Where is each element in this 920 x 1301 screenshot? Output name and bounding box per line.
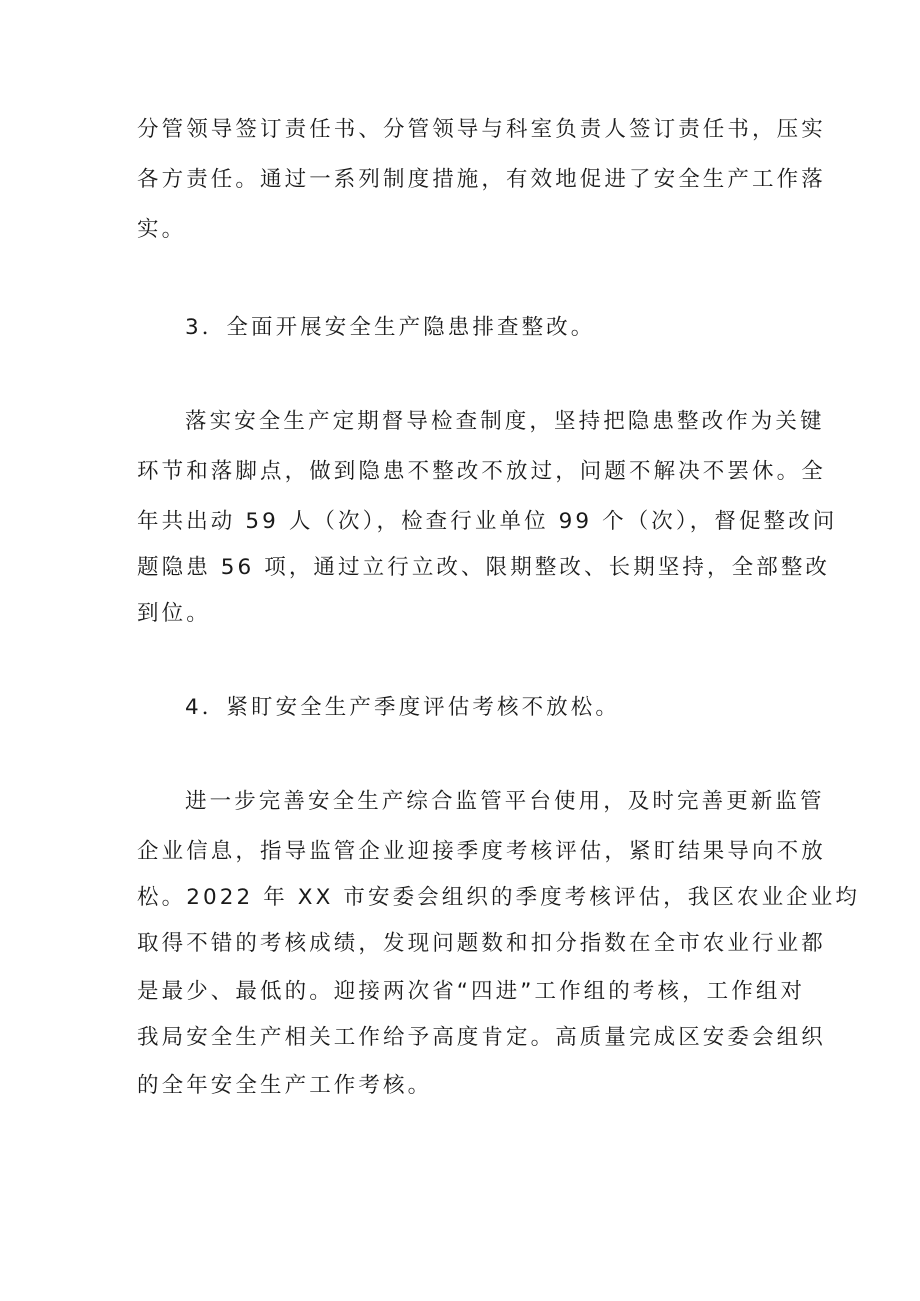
paragraph-4-line-3: 松。2022 年 XX 市安委会组织的季度考核评估，我区农业企业均 [137,885,860,910]
paragraph-4-line-2: 企业信息，指导监管企业迎接季度考核评估，紧盯结果导向不放 [137,839,826,864]
paragraph-3-line-1: 落实安全生产定期督导检查制度，坚持把隐患整改作为关键 [185,409,825,434]
section-heading-4: 4．紧盯安全生产季度评估考核不放松。 [185,695,620,720]
paragraph-4-line-7: 的全年安全生产工作考核。 [137,1073,433,1098]
paragraph-3-line-5: 到位。 [137,601,211,626]
paragraph-4-line-6: 我局安全生产相关工作给予高度肯定。高质量完成区安委会组织 [137,1025,826,1050]
section-heading-3: 3．全面开展安全生产隐患排查整改。 [185,315,596,340]
paragraph-3-line-3: 年共出动 59 人（次），检查行业单位 99 个（次），督促整改问 [137,509,838,534]
continuation-line-3: 实。 [137,217,187,242]
paragraph-4-line-5: 是最少、最低的。迎接两次省“四进”工作组的考核，工作组对 [137,979,806,1004]
paragraph-4-line-4: 取得不错的考核成绩，发现问题数和扣分指数在全市农业行业都 [137,931,826,956]
continuation-line-1: 分管领导签订责任书、分管领导与科室负责人签订责任书，压实 [137,117,826,142]
paragraph-3-line-4: 题隐患 56 项，通过立行立改、限期整改、长期坚持，全部整改 [137,555,831,580]
continuation-line-2: 各方责任。通过一系列制度措施，有效地促进了安全生产工作落 [137,167,826,192]
paragraph-3-line-2: 环节和落脚点，做到隐患不整改不放过，问题不解决不罢休。全 [137,459,826,484]
paragraph-4-line-1: 进一步完善安全生产综合监管平台使用，及时完善更新监管 [185,789,825,814]
